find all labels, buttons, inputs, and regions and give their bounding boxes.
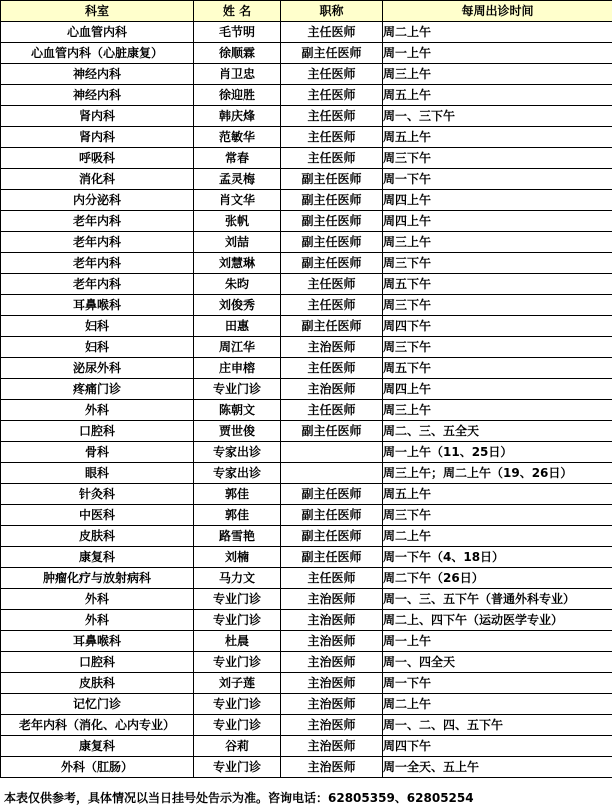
table-row bbox=[1, 442, 612, 463]
cell-hours: 周一下午（4、18日） bbox=[383, 547, 612, 568]
cell-doctor: 郭佳 bbox=[194, 484, 281, 505]
table-row bbox=[1, 421, 612, 442]
cell-hours: 周四上午 bbox=[383, 211, 612, 232]
cell-dept: 妇科 bbox=[1, 316, 194, 337]
cell-doctor: 专业门诊 bbox=[194, 379, 281, 400]
cell-title: 副主任医师 bbox=[281, 232, 383, 253]
cell-hours: 周一上午 bbox=[383, 43, 612, 64]
table-row bbox=[1, 589, 612, 610]
cell-doctor: 庄申榕 bbox=[194, 358, 281, 379]
cell-doctor: 朱昀 bbox=[194, 274, 281, 295]
cell-dept: 耳鼻喉科 bbox=[1, 631, 194, 652]
cell-title: 主治医师 bbox=[281, 379, 383, 400]
cell-doctor: 肖卫忠 bbox=[194, 64, 281, 85]
cell-title bbox=[281, 463, 383, 484]
table-row bbox=[1, 673, 612, 694]
cell-doctor: 专业门诊 bbox=[194, 652, 281, 673]
table-row bbox=[1, 526, 612, 547]
cell-title: 主任医师 bbox=[281, 568, 383, 589]
cell-hours: 周二上午 bbox=[383, 526, 612, 547]
cell-title: 主任医师 bbox=[281, 64, 383, 85]
table-row bbox=[1, 631, 612, 652]
cell-title: 主治医师 bbox=[281, 589, 383, 610]
cell-title: 主治医师 bbox=[281, 694, 383, 715]
cell-hours: 周一、四全天 bbox=[383, 652, 612, 673]
cell-title: 主治医师 bbox=[281, 715, 383, 736]
cell-doctor: 徐迎胜 bbox=[194, 85, 281, 106]
cell-dept: 外科 bbox=[1, 400, 194, 421]
cell-doctor: 毛节明 bbox=[194, 22, 281, 43]
cell-dept: 老年内科 bbox=[1, 253, 194, 274]
cell-hours: 周一下午 bbox=[383, 673, 612, 694]
cell-hours: 周一下午 bbox=[383, 169, 612, 190]
table-row bbox=[1, 85, 612, 106]
cell-doctor: 周江华 bbox=[194, 337, 281, 358]
table-row bbox=[1, 652, 612, 673]
table-row bbox=[1, 505, 612, 526]
cell-dept: 老年内科 bbox=[1, 232, 194, 253]
table-row bbox=[1, 736, 612, 757]
cell-title: 主任医师 bbox=[281, 22, 383, 43]
cell-hours: 周五上午 bbox=[383, 127, 612, 148]
table-row bbox=[1, 379, 612, 400]
table-row bbox=[1, 400, 612, 421]
cell-title: 主任医师 bbox=[281, 400, 383, 421]
cell-hours: 周三下午 bbox=[383, 337, 612, 358]
cell-title: 主治医师 bbox=[281, 757, 383, 778]
table-row bbox=[1, 568, 612, 589]
cell-doctor: 专业门诊 bbox=[194, 610, 281, 631]
cell-doctor: 刘慧琳 bbox=[194, 253, 281, 274]
table-row bbox=[1, 757, 612, 778]
cell-hours: 周三下午 bbox=[383, 253, 612, 274]
schedule-body bbox=[1, 22, 612, 778]
cell-dept: 骨科 bbox=[1, 442, 194, 463]
table-row bbox=[1, 127, 612, 148]
cell-doctor: 刘喆 bbox=[194, 232, 281, 253]
cell-dept: 中医科 bbox=[1, 505, 194, 526]
cell-hours: 周三下午 bbox=[383, 148, 612, 169]
header-hours: 每周出诊时间 bbox=[383, 1, 612, 22]
cell-hours: 周四下午 bbox=[383, 736, 612, 757]
cell-title: 主治医师 bbox=[281, 673, 383, 694]
cell-dept: 呼吸科 bbox=[1, 148, 194, 169]
cell-dept: 耳鼻喉科 bbox=[1, 295, 194, 316]
table-row bbox=[1, 694, 612, 715]
table-row bbox=[1, 148, 612, 169]
cell-title: 副主任医师 bbox=[281, 547, 383, 568]
cell-dept: 口腔科 bbox=[1, 421, 194, 442]
cell-dept: 康复科 bbox=[1, 736, 194, 757]
cell-hours: 周五上午 bbox=[383, 85, 612, 106]
cell-dept: 老年内科（消化、心内专业） bbox=[1, 715, 194, 736]
cell-dept: 神经内科 bbox=[1, 85, 194, 106]
cell-dept: 皮肤科 bbox=[1, 526, 194, 547]
cell-hours: 周二上午 bbox=[383, 694, 612, 715]
cell-doctor: 常春 bbox=[194, 148, 281, 169]
cell-doctor: 杜晨 bbox=[194, 631, 281, 652]
cell-hours: 周四上午 bbox=[383, 190, 612, 211]
table-row bbox=[1, 463, 612, 484]
cell-title: 副主任医师 bbox=[281, 190, 383, 211]
cell-dept: 眼科 bbox=[1, 463, 194, 484]
header-doctor: 姓 名 bbox=[194, 1, 281, 22]
table-row bbox=[1, 337, 612, 358]
table-row bbox=[1, 43, 612, 64]
cell-dept: 内分泌科 bbox=[1, 190, 194, 211]
footer-note: 本表仅供参考，具体情况以当日挂号处告示为准。咨询电话：62805359、62805254 bbox=[4, 791, 474, 805]
cell-doctor: 刘子莲 bbox=[194, 673, 281, 694]
cell-dept: 心血管内科（心脏康复） bbox=[1, 43, 194, 64]
cell-doctor: 张帆 bbox=[194, 211, 281, 232]
cell-doctor: 刘楠 bbox=[194, 547, 281, 568]
header-title: 职称 bbox=[281, 1, 383, 22]
table-row bbox=[1, 190, 612, 211]
cell-hours: 周二、三、五全天 bbox=[383, 421, 612, 442]
cell-dept: 记忆门诊 bbox=[1, 694, 194, 715]
cell-doctor: 专家出诊 bbox=[194, 442, 281, 463]
cell-doctor: 专业门诊 bbox=[194, 694, 281, 715]
cell-doctor: 路雪艳 bbox=[194, 526, 281, 547]
cell-hours: 周二下午（26日） bbox=[383, 568, 612, 589]
table-row bbox=[1, 547, 612, 568]
cell-title: 副主任医师 bbox=[281, 169, 383, 190]
table-row bbox=[1, 295, 612, 316]
cell-doctor: 专家出诊 bbox=[194, 463, 281, 484]
table-row bbox=[1, 22, 612, 43]
cell-hours: 周五下午 bbox=[383, 358, 612, 379]
cell-title: 副主任医师 bbox=[281, 211, 383, 232]
table-row bbox=[1, 484, 612, 505]
cell-title: 主任医师 bbox=[281, 85, 383, 106]
cell-doctor: 贾世俊 bbox=[194, 421, 281, 442]
cell-title: 主治医师 bbox=[281, 631, 383, 652]
cell-dept: 肿瘤化疗与放射病科 bbox=[1, 568, 194, 589]
cell-hours: 周三上午 bbox=[383, 64, 612, 85]
cell-title bbox=[281, 442, 383, 463]
cell-hours: 周二上、四下午（运动医学专业） bbox=[383, 610, 612, 631]
cell-doctor: 谷莉 bbox=[194, 736, 281, 757]
cell-title: 主治医师 bbox=[281, 337, 383, 358]
cell-dept: 康复科 bbox=[1, 547, 194, 568]
cell-dept: 疼痛门诊 bbox=[1, 379, 194, 400]
cell-hours: 周一上午（11、25日） bbox=[383, 442, 612, 463]
cell-hours: 周一、三、五下午（普通外科专业） bbox=[383, 589, 612, 610]
cell-dept: 肾内科 bbox=[1, 127, 194, 148]
table-row bbox=[1, 316, 612, 337]
header-row bbox=[1, 1, 612, 22]
cell-doctor: 刘俊秀 bbox=[194, 295, 281, 316]
table-row bbox=[1, 274, 612, 295]
cell-hours: 周三上午；周二上午（19、26日） bbox=[383, 463, 612, 484]
cell-doctor: 专业门诊 bbox=[194, 757, 281, 778]
cell-doctor: 范敏华 bbox=[194, 127, 281, 148]
cell-dept: 神经内科 bbox=[1, 64, 194, 85]
cell-title: 副主任医师 bbox=[281, 316, 383, 337]
cell-title: 主治医师 bbox=[281, 652, 383, 673]
cell-hours: 周一、二、四、五下午 bbox=[383, 715, 612, 736]
cell-dept: 妇科 bbox=[1, 337, 194, 358]
cell-hours: 周三上午 bbox=[383, 400, 612, 421]
cell-doctor: 专业门诊 bbox=[194, 589, 281, 610]
table-row bbox=[1, 211, 612, 232]
cell-title: 主任医师 bbox=[281, 148, 383, 169]
cell-hours: 周一、三下午 bbox=[383, 106, 612, 127]
cell-title: 副主任医师 bbox=[281, 505, 383, 526]
cell-title: 副主任医师 bbox=[281, 43, 383, 64]
cell-doctor: 韩庆烽 bbox=[194, 106, 281, 127]
cell-title: 主任医师 bbox=[281, 358, 383, 379]
cell-dept: 老年内科 bbox=[1, 211, 194, 232]
cell-hours: 周三上午 bbox=[383, 232, 612, 253]
cell-doctor: 徐顺霖 bbox=[194, 43, 281, 64]
cell-hours: 周一上午 bbox=[383, 631, 612, 652]
cell-doctor: 马力文 bbox=[194, 568, 281, 589]
cell-doctor: 郭佳 bbox=[194, 505, 281, 526]
cell-title: 主任医师 bbox=[281, 295, 383, 316]
cell-doctor: 专业门诊 bbox=[194, 715, 281, 736]
cell-doctor: 田惠 bbox=[194, 316, 281, 337]
table-row bbox=[1, 358, 612, 379]
cell-title: 主任医师 bbox=[281, 106, 383, 127]
table-row bbox=[1, 64, 612, 85]
cell-dept: 针灸科 bbox=[1, 484, 194, 505]
cell-doctor: 孟灵梅 bbox=[194, 169, 281, 190]
cell-hours: 周二上午 bbox=[383, 22, 612, 43]
cell-dept: 外科 bbox=[1, 610, 194, 631]
cell-hours: 周三下午 bbox=[383, 295, 612, 316]
cell-title: 副主任医师 bbox=[281, 484, 383, 505]
cell-title: 主任医师 bbox=[281, 274, 383, 295]
cell-dept: 皮肤科 bbox=[1, 673, 194, 694]
header-dept: 科室 bbox=[1, 1, 194, 22]
cell-doctor: 陈朝文 bbox=[194, 400, 281, 421]
cell-hours: 周四上午 bbox=[383, 379, 612, 400]
cell-hours: 周三下午 bbox=[383, 505, 612, 526]
cell-dept: 老年内科 bbox=[1, 274, 194, 295]
cell-title: 主治医师 bbox=[281, 610, 383, 631]
table-row bbox=[1, 169, 612, 190]
cell-hours: 周五上午 bbox=[383, 484, 612, 505]
table-row bbox=[1, 232, 612, 253]
cell-hours: 周一全天、五上午 bbox=[383, 757, 612, 778]
cell-title: 主任医师 bbox=[281, 127, 383, 148]
cell-title: 副主任医师 bbox=[281, 253, 383, 274]
cell-hours: 周五下午 bbox=[383, 274, 612, 295]
table-row bbox=[1, 106, 612, 127]
cell-dept: 外科 bbox=[1, 589, 194, 610]
table-row bbox=[1, 253, 612, 274]
cell-doctor: 肖文华 bbox=[194, 190, 281, 211]
cell-title: 副主任医师 bbox=[281, 421, 383, 442]
cell-dept: 外科（肛肠） bbox=[1, 757, 194, 778]
cell-dept: 肾内科 bbox=[1, 106, 194, 127]
cell-dept: 心血管内科 bbox=[1, 22, 194, 43]
cell-dept: 口腔科 bbox=[1, 652, 194, 673]
table-row bbox=[1, 715, 612, 736]
cell-dept: 泌尿外科 bbox=[1, 358, 194, 379]
cell-dept: 消化科 bbox=[1, 169, 194, 190]
table-row bbox=[1, 610, 612, 631]
cell-title: 副主任医师 bbox=[281, 526, 383, 547]
cell-title: 主治医师 bbox=[281, 736, 383, 757]
cell-hours: 周四下午 bbox=[383, 316, 612, 337]
